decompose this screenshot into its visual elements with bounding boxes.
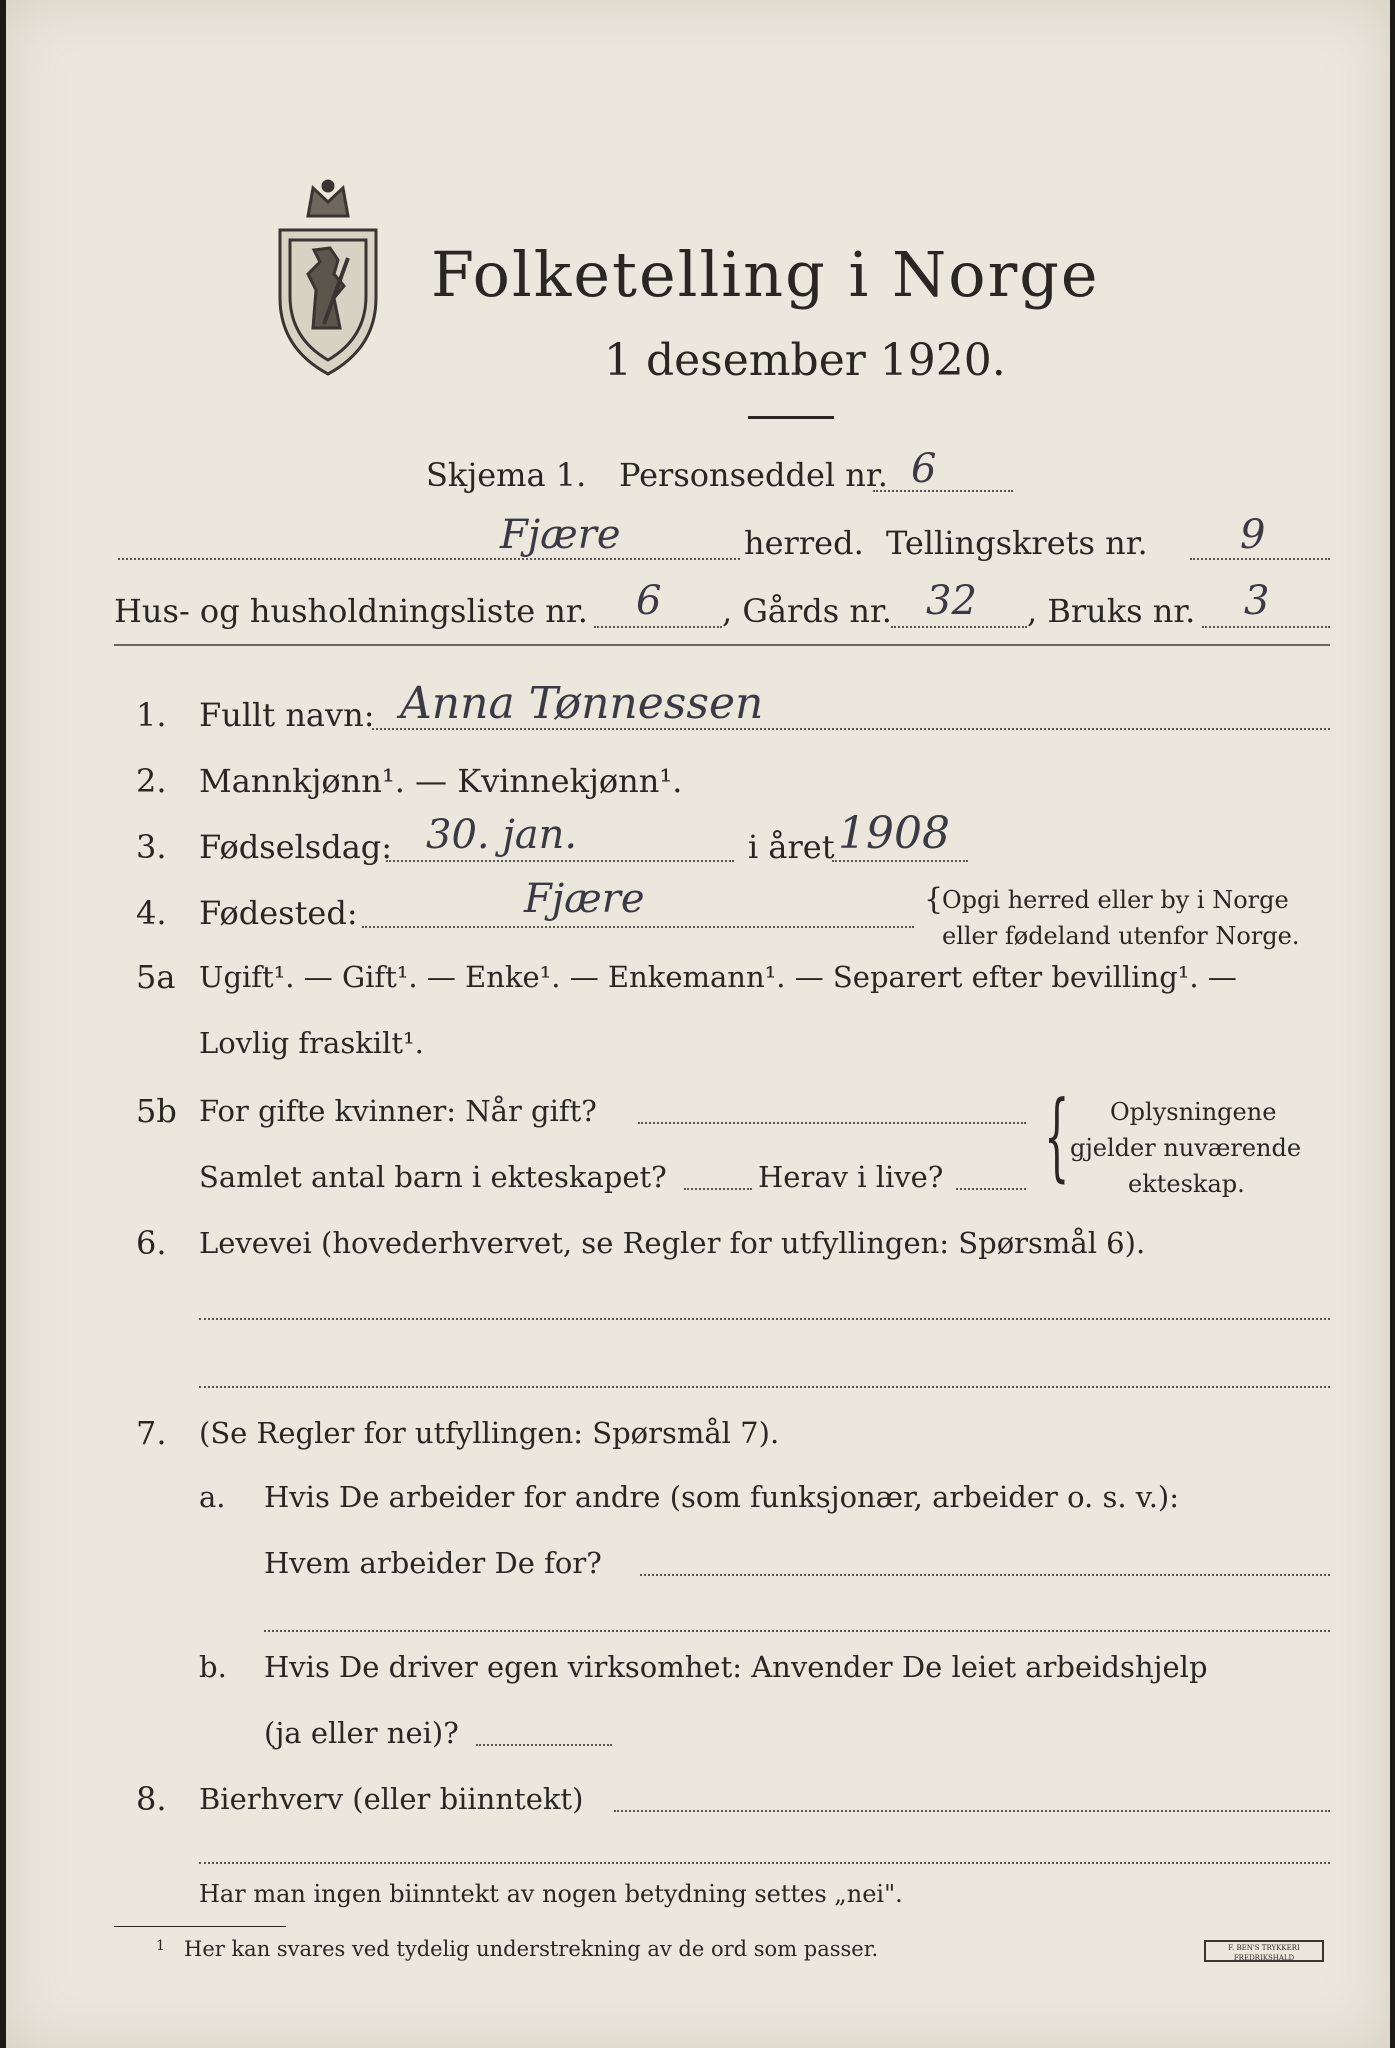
husholdningsliste-value[interactable]: 6 [636, 578, 662, 624]
tellingskrets-field-line [1190, 558, 1330, 560]
form-title: Folketelling i Norge [431, 238, 1100, 311]
employer-field-line [640, 1574, 1330, 1576]
footnote-rule [114, 1926, 286, 1927]
birthplace-value[interactable]: Fjære [524, 876, 645, 922]
marital-status-options: Ugift¹. — Gift¹. — Enke¹. — Enkemann¹. — Separert efter bevilling¹. — [199, 960, 1237, 994]
birthplace-field-line [362, 926, 914, 928]
marriage-note-3: ekteskap. [1128, 1170, 1245, 1198]
birthdate-value[interactable]: 30. jan. [426, 812, 578, 858]
tellingskrets-value[interactable]: 9 [1240, 512, 1266, 558]
herred-field-line [118, 558, 740, 560]
q7b-letter: b. [199, 1650, 227, 1684]
gards-value[interactable]: 32 [926, 578, 977, 624]
census-form-sheet [6, 0, 1390, 2048]
q7a-letter: a. [199, 1480, 226, 1514]
side-income-field-line [614, 1810, 1330, 1812]
birth-year-field-line [832, 860, 968, 862]
bruks-label: , Bruks nr. [1027, 592, 1196, 630]
q5a-number: 5a [136, 958, 176, 996]
header-rule [114, 644, 1330, 646]
marital-status-options-cont: Lovlig fraskilt¹. [199, 1026, 424, 1060]
gards-field-line [891, 626, 1027, 628]
birthdate-field-line [386, 860, 734, 862]
q1-number: 1. [136, 696, 167, 734]
q5b-number: 5b [136, 1092, 177, 1130]
q4-label: Fødested: [199, 894, 358, 932]
side-income-field-line-2 [199, 1862, 1330, 1864]
marriage-note-2: gjelder nuværende [1070, 1134, 1302, 1162]
birthplace-note-2: eller fødeland utenfor Norge. [942, 922, 1300, 950]
q7b-question: Hvis De driver egen virksomhet: Anvender De leiet arbeidshjelp [264, 1650, 1208, 1684]
q6-number: 6. [136, 1224, 167, 1262]
q2-number: 2. [136, 762, 167, 800]
marriage-note-brace: { [1044, 1082, 1070, 1194]
gards-label: , Gårds nr. [722, 592, 892, 630]
q7-number: 7. [136, 1414, 167, 1452]
children-field-line [684, 1188, 752, 1190]
bruks-value[interactable]: 3 [1244, 578, 1270, 624]
occupation-field-line-2 [199, 1386, 1330, 1388]
alive-field-line [956, 1188, 1026, 1190]
footnote-mark: 1 [156, 1938, 165, 1954]
q3-label: Fødselsdag: [199, 828, 393, 866]
q5b-alive-label: Herav i live? [758, 1160, 944, 1194]
marriage-note-1: Oplysningene [1110, 1098, 1277, 1126]
q7-label: (Se Regler for utfyllingen: Spørsmål 7). [199, 1416, 780, 1450]
herred-value[interactable]: Fjære [500, 512, 621, 558]
norway-coat-of-arms-icon [268, 178, 388, 378]
husholdningsliste-field-line [594, 626, 722, 628]
birth-year-label: i året [748, 828, 835, 866]
q7a-employer-label: Hvem arbeider De for? [264, 1546, 602, 1580]
footer-note: Har man ingen biinntekt av nogen betydning settes „nei". [199, 1880, 903, 1908]
tellingskrets-label: Tellingskrets nr. [886, 524, 1148, 562]
when-married-field-line [638, 1122, 1026, 1124]
bruks-field-line [1202, 626, 1330, 628]
husholdningsliste-label: Hus- og husholdningsliste nr. [114, 592, 588, 630]
q8-number: 8. [136, 1780, 167, 1818]
personseddel-field-line [873, 490, 1013, 492]
sex-options: Mannkjønn¹. — Kvinnekjønn¹. [199, 762, 683, 800]
footnote-text: Her kan svares ved tydelig understrekning av de ord som passer. [184, 1937, 879, 1961]
q1-label: Fullt navn: [199, 696, 375, 734]
skjema-label: Skjema 1. [426, 456, 587, 494]
birthplace-brace: { [924, 882, 944, 917]
q5b-children-label: Samlet antal barn i ekteskapet? [199, 1160, 667, 1194]
occupation-label: Levevei (hovederhvervet, se Regler for utfyllingen: Spørsmål 6). [199, 1226, 1146, 1260]
employer-field-line-2 [264, 1630, 1330, 1632]
q5b-when-married-label: For gifte kvinner: Når gift? [199, 1094, 597, 1128]
birthplace-note-1: Opgi herred eller by i Norge [942, 886, 1289, 914]
printer-stamp: F. BEN'S TRYKKERI FREDRIKSHALD [1204, 1940, 1324, 1962]
q3-number: 3. [136, 828, 167, 866]
title-divider [748, 416, 834, 419]
q7b-answer-label: (ja eller nei)? [264, 1716, 459, 1750]
personseddel-value[interactable]: 6 [911, 446, 937, 492]
occupation-field-line-1 [199, 1318, 1330, 1320]
full-name-value[interactable]: Anna Tønnessen [400, 678, 764, 729]
birth-year-value[interactable]: 1908 [838, 808, 950, 859]
q4-number: 4. [136, 894, 167, 932]
q7a-question: Hvis De arbeider for andre (som funksjonær, arbeider o. s. v.): [264, 1480, 1180, 1514]
personseddel-label: Personseddel nr. [619, 456, 888, 494]
hired-help-field-line [476, 1744, 612, 1746]
census-date: 1 desember 1920. [604, 335, 1006, 386]
herred-label: herred. [744, 524, 864, 562]
side-income-label: Bierhverv (eller biinntekt) [199, 1782, 584, 1816]
